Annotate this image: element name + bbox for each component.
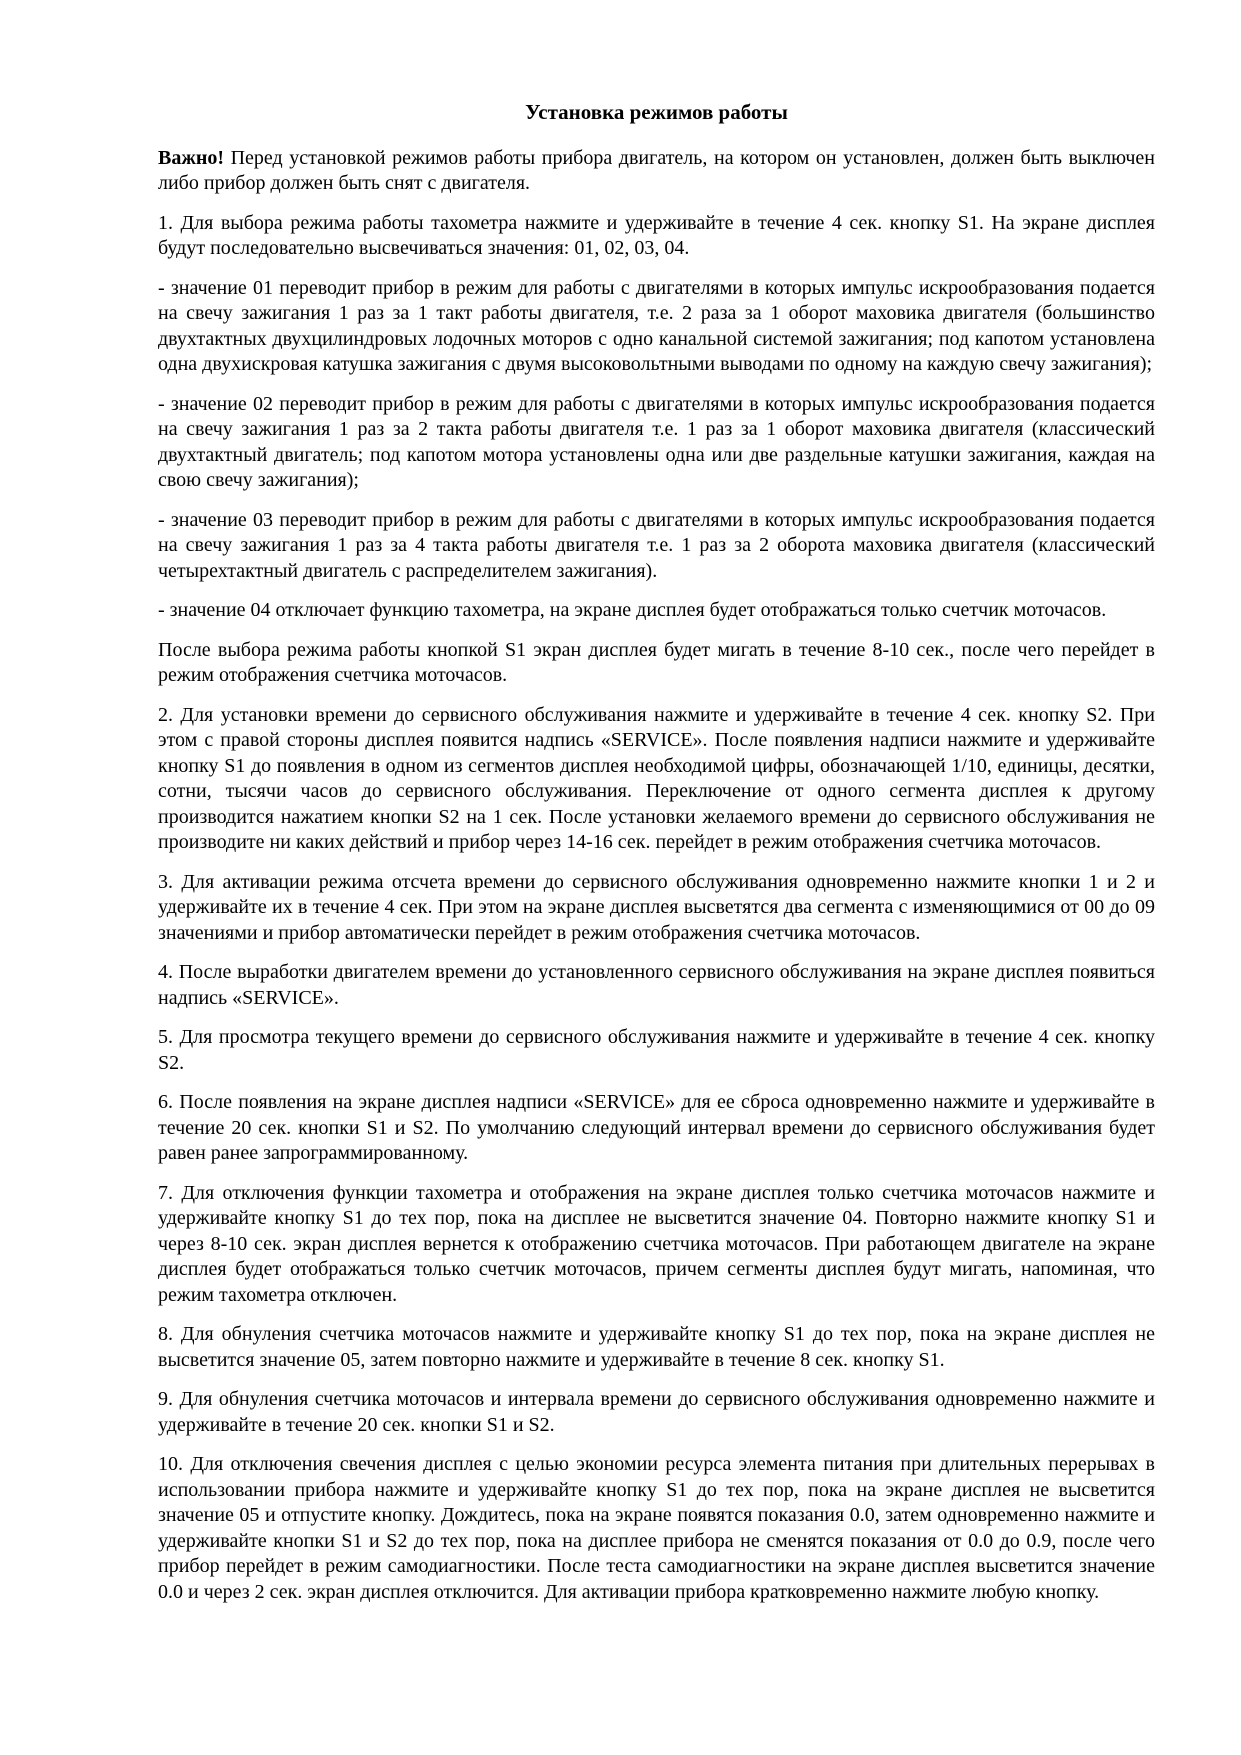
- paragraph-item-4: [158, 960, 1155, 1011]
- bold-prefix: Важно!: [158, 146, 225, 169]
- paragraph-text: - значение 04 отключает функцию тахометра, на экране дисплея будет отображаться только счетчик моточасов.: [158, 599, 1107, 621]
- paragraph-text: 3. Для активации режима отсчета времени до сервисного обслуживания одновременно нажмите кнопки 1 и 2 и удерживайте их в течение 4 сек. При этом на экране дисплея высветятся два сегмента с изменяющимися от 00 до 09 значениями и прибор автоматически перейдет в режим отображения счетчика моточасов.: [158, 870, 1155, 944]
- paragraph-text: 9. Для обнуления счетчика моточасов и интервала времени до сервисного обслуживания одновременно нажмите и удерживайте в течение 20 сек. кнопки S1 и S2.: [158, 1388, 1155, 1436]
- paragraph-text: 6. После появления на экране дисплея надписи «SERVICE» для ее сброса одновременно нажмите и удерживайте в течение 20 сек. кнопки S1 и S2. По умолчанию следующий интервал времени до сервисного обслуживания будет равен ранее запрограммированному.: [158, 1091, 1155, 1164]
- paragraph-text: - значение 03 переводит прибор в режим для работы с двигателями в которых импульс искрообразования подается на свечу зажигания 1 раз за 4 такта работы двигателя т.е. 1 раз за 2 оборота маховика двигателя (классический четырехтактный двигатель с распределителем зажигания).: [158, 508, 1155, 582]
- paragraph-value-04: [158, 598, 1155, 624]
- paragraph-text: - значение 01 переводит прибор в режим для работы с двигателями в которых импульс искрообразования подается на свечу зажигания 1 раз за 1 такт работы двигателя, т.е. 2 раза за 1 оборот маховика двигателя (большинство двухтактных двухцилиндровых лодочных моторов с одно канальной системой зажигания; под капотом установлена одна двухискровая катушка зажигания с двумя высоковольтными выводами по одному на каждую свечу зажигания);: [158, 276, 1155, 375]
- paragraph-text: 10. Для отключения свечения дисплея с целью экономии ресурса элемента питания при длительных перерывах в использовании прибора нажмите и удерживайте кнопку S1 до тех пор, пока на экране дисплея не высветится значение 05 и отпустите кнопку. Дождитесь, пока на экране появятся показания 0.0, затем одновременно нажмите и удерживайте кнопки S1 и S2 до тех пор, пока на дисплее прибора не сменятся показания от 0.0 до 0.9, после чего прибор перейдет в режим самодиагностики. После теста самодиагностики на экране дисплея высветится значение 0.0 и через 2 сек. экран дисплея отключится. Для активации прибора кратковременно нажмите любую кнопку.: [158, 1453, 1155, 1603]
- paragraph-item-7: [158, 1181, 1155, 1309]
- paragraph-text: 1. Для выбора режима работы тахометра нажмите и удерживайте в течение 4 сек. кнопку S1. На экране дисплея будут последовательно высвечиваться значения: 01, 02, 03, 04.: [158, 211, 1155, 259]
- paragraph-item-6: [158, 1090, 1155, 1167]
- paragraph-text: 8. Для обнуления счетчика моточасов нажмите и удерживайте кнопку S1 до тех пор, пока на экране дисплея не высветится значение 05, затем повторно нажмите и удерживайте в течение 8 сек. кнопку S1.: [158, 1323, 1155, 1371]
- paragraph-text: Перед установкой режимов работы прибора двигатель, на котором он установлен, должен быть выключен либо прибор должен быть снят с двигателя.: [158, 146, 1155, 194]
- paragraph-text: После выбора режима работы кнопкой S1 экран дисплея будет мигать в течение 8-10 сек., после чего перейдет в режим отображения счетчика моточасов.: [158, 638, 1155, 686]
- paragraph-item-5: [158, 1025, 1155, 1076]
- paragraph-text: - значение 02 переводит прибор в режим для работы с двигателями в которых импульс искрообразования подается на свечу зажигания 1 раз за 2 такта работы двигателя т.е. 1 раз за 1 оборот маховика двигателя (классический двухтактный двигатель; под капотом мотора установлены одна или две раздельные катушки зажигания, каждая на свою свечу зажигания);: [158, 392, 1155, 491]
- page-title: Установка режимов работы: [525, 100, 788, 124]
- paragraph-item-1: [158, 211, 1155, 262]
- paragraph-after-mode-select: [158, 638, 1155, 689]
- paragraph-item-8: [158, 1322, 1155, 1373]
- paragraph-item-2: [158, 703, 1155, 856]
- paragraph-item-9: [158, 1387, 1155, 1438]
- paragraph-value-03: [158, 508, 1155, 585]
- paragraph-value-02: [158, 392, 1155, 494]
- paragraph-text: 2. Для установки времени до сервисного обслуживания нажмите и удерживайте в течение 4 сек. кнопку S2. При этом с правой стороны дисплея появится надпись «SERVICE». После появления надписи нажмите и удерживайте кнопку S1 до появления в одном из сегментов дисплея необходимой цифры, обозначающей 1/10, единицы, десятки, сотни, тысячи часов до сервисного обслуживания. Переключение от одного сегмента дисплея к другому производится нажатием кнопки S2 на 1 сек. После установки желаемого времени до сервисного обслуживания не производите ни каких действий и прибор через 14-16 сек. перейдет в режим отображения счетчика моточасов.: [158, 703, 1155, 853]
- paragraph-text: 4. После выработки двигателем времени до установленного сервисного обслуживания на экране дисплея появиться надпись «SERVICE».: [158, 961, 1155, 1009]
- paragraph-item-3: [158, 870, 1155, 947]
- paragraph-text: 5. Для просмотра текущего времени до сервисного обслуживания нажмите и удерживайте в течение 4 сек. кнопку S2.: [158, 1026, 1155, 1074]
- paragraph-item-10: [158, 1452, 1155, 1605]
- paragraph-text: 7. Для отключения функции тахометра и отображения на экране дисплея только счетчика моточасов нажмите и удерживайте кнопку S1 до тех пор, пока на дисплее не высветится значение 04. Повторно нажмите кнопку S1 и через 8-10 сек. экран дисплея вернется к отображению счетчика моточасов. При работающем двигателе на экране дисплея будет отображаться только счетчик моточасов, причем сегменты дисплея будут мигать, напоминая, что режим тахометра отключен.: [158, 1181, 1155, 1306]
- paragraph-important: [158, 146, 1155, 197]
- paragraph-value-01: [158, 276, 1155, 378]
